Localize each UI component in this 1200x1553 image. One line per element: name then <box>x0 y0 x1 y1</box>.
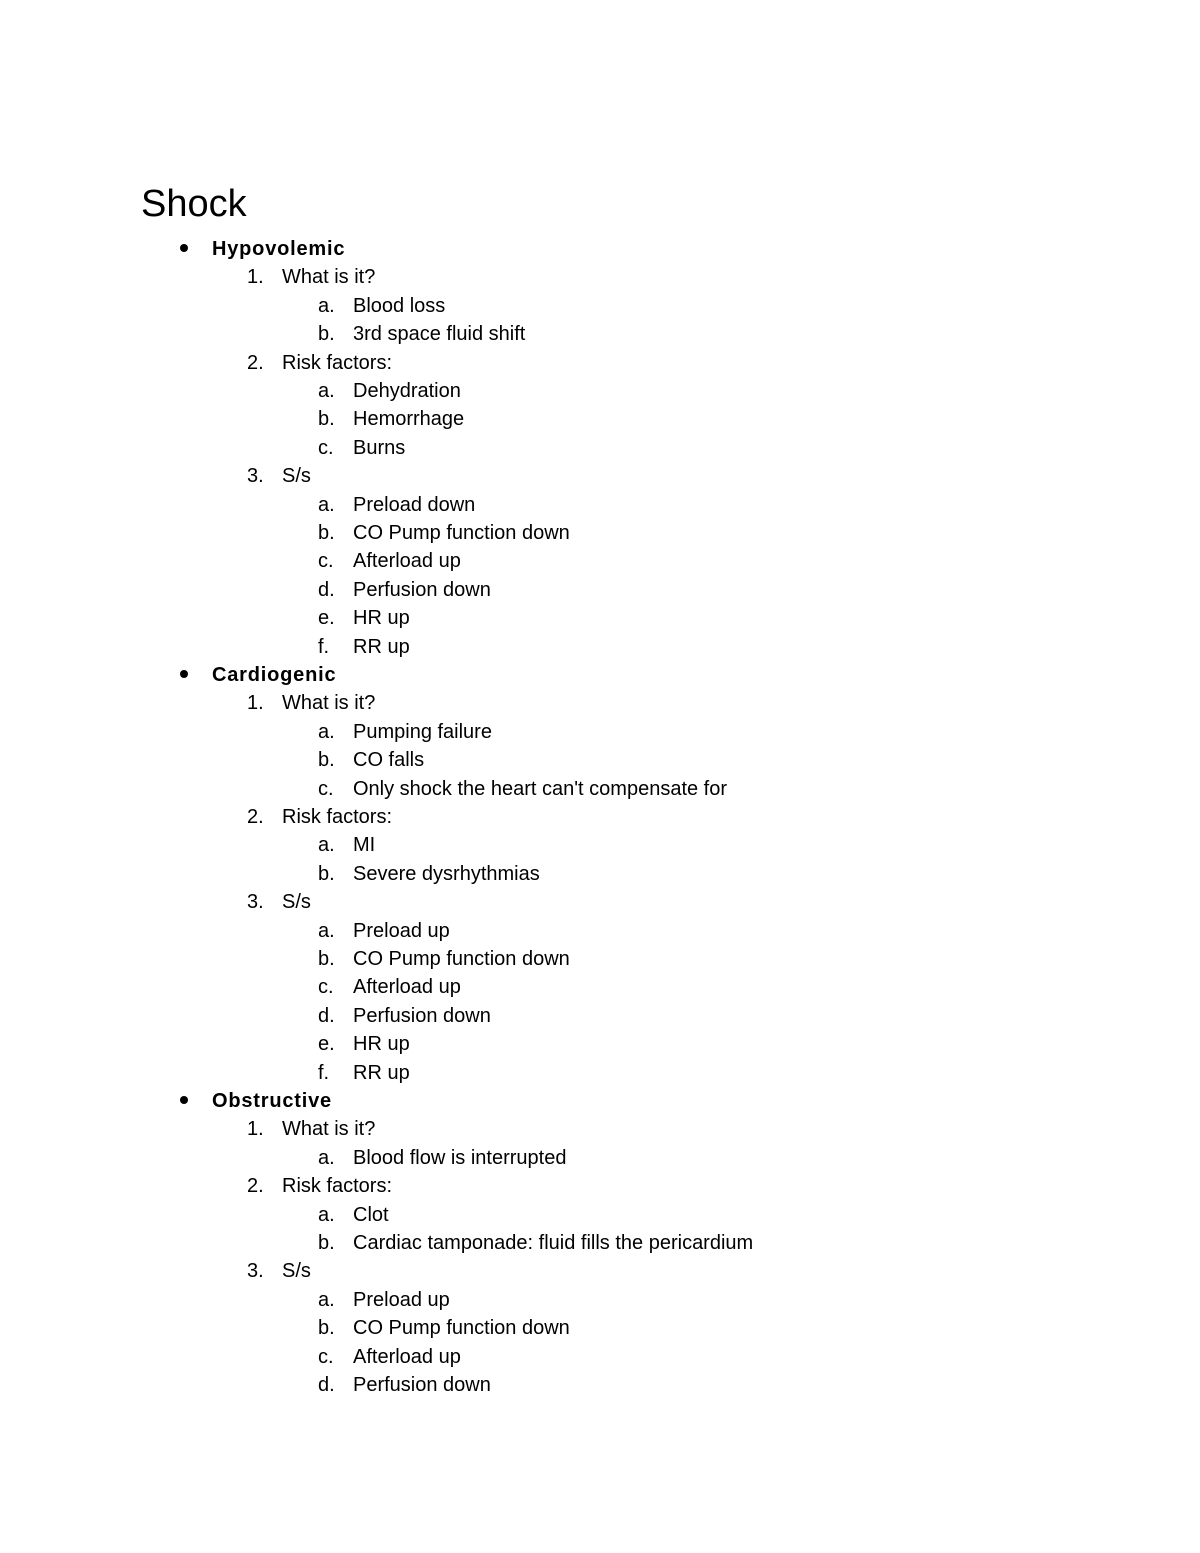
subitem-letter: b. <box>318 862 335 885</box>
item-text: Risk factors: <box>282 806 393 828</box>
item-number: 1. <box>247 1118 264 1141</box>
numbered-item <box>247 1172 392 1200</box>
item-number: 3. <box>247 891 264 914</box>
subitem-text: Blood flow is interrupted <box>353 1146 567 1169</box>
bullet-icon <box>180 670 188 678</box>
lettered-subitem <box>318 405 464 433</box>
lettered-subitem <box>318 1002 491 1030</box>
lettered-subitem <box>318 1343 461 1371</box>
section-heading-text: Hypovolemic <box>212 238 346 260</box>
lettered-subitem <box>318 434 405 462</box>
item-text: S/s <box>282 1260 311 1283</box>
subitem-text: Only shock the heart can't compensate for <box>353 777 728 800</box>
numbered-item <box>247 888 311 916</box>
lettered-subitem <box>318 746 424 774</box>
subitem-letter: a. <box>318 1146 335 1169</box>
subitem-letter: e. <box>318 1033 335 1056</box>
subitem-letter: b. <box>318 948 335 970</box>
subitem-text: Perfusion down <box>353 1004 491 1027</box>
subitem-text: MI <box>353 834 376 857</box>
item-text: S/s <box>282 465 311 488</box>
numbered-item <box>247 1115 375 1143</box>
section-heading <box>178 1087 332 1115</box>
subitem-letter: b. <box>318 522 335 544</box>
lettered-subitem <box>318 917 450 945</box>
subitem-text: RR up <box>353 635 410 658</box>
page-title: Shock <box>141 183 247 225</box>
lettered-subitem <box>318 519 570 547</box>
subitem-letter: a. <box>318 1203 335 1226</box>
lettered-subitem <box>318 718 492 746</box>
item-number: 2. <box>247 351 264 374</box>
lettered-subitem <box>318 604 410 632</box>
subitem-text: CO Pump function down <box>353 1317 570 1340</box>
subitem-letter: d. <box>318 1004 335 1027</box>
item-number: 1. <box>247 692 264 715</box>
subitem-text: Preload up <box>353 1288 450 1311</box>
subitem-letter: b. <box>318 1232 335 1254</box>
subitem-text: Clot <box>353 1203 389 1226</box>
lettered-subitem <box>318 1059 410 1087</box>
subitem-letter: f. <box>318 635 330 658</box>
subitem-letter: b. <box>318 749 335 772</box>
bullet-icon <box>180 244 188 252</box>
subitem-letter: b. <box>318 408 335 431</box>
subitem-letter: a. <box>318 919 335 942</box>
subitem-text: Burns <box>353 436 406 459</box>
subitem-letter: c. <box>318 550 334 573</box>
subitem-text: Afterload up <box>353 550 461 573</box>
subitem-text: Afterload up <box>353 1345 461 1368</box>
subitem-text: HR up <box>353 607 410 630</box>
section-heading <box>178 235 345 263</box>
section-heading-text: Cardiogenic <box>212 664 337 686</box>
numbered-item <box>247 689 375 717</box>
numbered-item <box>247 1257 311 1285</box>
subitem-text: Hemorrhage <box>353 408 465 431</box>
item-text: What is it? <box>282 1118 376 1141</box>
subitem-text: RR up <box>353 1061 410 1084</box>
bullet-icon <box>180 1096 188 1104</box>
item-number: 3. <box>247 465 264 488</box>
subitem-text: CO falls <box>353 749 425 772</box>
subitem-text: CO Pump function down <box>353 522 570 544</box>
lettered-subitem <box>318 491 475 519</box>
item-text: What is it? <box>282 266 376 289</box>
item-number: 3. <box>247 1260 264 1283</box>
item-number: 1. <box>247 266 264 289</box>
subitem-letter: a. <box>318 493 335 516</box>
lettered-subitem <box>318 831 375 859</box>
subitem-text: Blood loss <box>353 294 446 317</box>
subitem-text: Perfusion down <box>353 578 491 601</box>
bullet-marker <box>178 235 212 263</box>
subitem-letter: d. <box>318 1374 335 1396</box>
item-text: Risk factors: <box>282 1175 393 1198</box>
section-heading-text: Obstructive <box>212 1090 332 1112</box>
subitem-text: Cardiac tamponade: fluid fills the pericardium <box>353 1232 754 1254</box>
lettered-subitem <box>318 633 410 661</box>
subitem-text: 3rd space fluid shift <box>353 323 526 346</box>
subitem-text: Perfusion down <box>353 1374 491 1396</box>
lettered-subitem <box>318 1144 566 1172</box>
bullet-marker <box>178 661 212 689</box>
subitem-letter: e. <box>318 607 335 630</box>
subitem-letter: b. <box>318 323 335 346</box>
lettered-subitem <box>318 775 727 803</box>
item-text: What is it? <box>282 692 376 715</box>
subitem-letter: c. <box>318 1345 334 1368</box>
subitem-text: HR up <box>353 1033 410 1056</box>
lettered-subitem <box>318 576 491 604</box>
subitem-text: CO Pump function down <box>353 948 570 970</box>
lettered-subitem <box>318 973 461 1001</box>
item-number: 2. <box>247 806 264 828</box>
lettered-subitem <box>318 945 570 973</box>
subitem-letter: c. <box>318 777 334 800</box>
lettered-subitem <box>318 320 525 348</box>
lettered-subitem <box>318 1371 491 1399</box>
subitem-text: Dehydration <box>353 380 461 402</box>
subitem-letter: a. <box>318 380 335 402</box>
lettered-subitem <box>318 1201 389 1229</box>
section-heading <box>178 661 336 689</box>
subitem-text: Afterload up <box>353 976 461 999</box>
subitem-text: Severe dysrhythmias <box>353 862 540 885</box>
lettered-subitem <box>318 860 540 888</box>
lettered-subitem <box>318 1286 450 1314</box>
subitem-text: Preload down <box>353 493 476 516</box>
subitem-letter: a. <box>318 1288 335 1311</box>
subitem-letter: b. <box>318 1317 335 1340</box>
item-text: S/s <box>282 891 311 914</box>
subitem-text: Pumping failure <box>353 720 492 743</box>
item-number: 2. <box>247 1175 264 1198</box>
numbered-item <box>247 462 311 490</box>
numbered-item <box>247 263 375 291</box>
subitem-letter: a. <box>318 834 335 857</box>
lettered-subitem <box>318 1314 570 1342</box>
subitem-letter: c. <box>318 976 334 999</box>
subitem-letter: d. <box>318 578 335 601</box>
subitem-letter: a. <box>318 720 335 743</box>
subitem-letter: c. <box>318 436 334 459</box>
lettered-subitem <box>318 547 461 575</box>
lettered-subitem <box>318 1229 753 1257</box>
lettered-subitem <box>318 1030 410 1058</box>
lettered-subitem <box>318 377 461 405</box>
subitem-letter: a. <box>318 294 335 317</box>
item-text: Risk factors: <box>282 351 393 374</box>
numbered-item <box>247 803 392 831</box>
lettered-subitem <box>318 292 445 320</box>
numbered-item <box>247 349 392 377</box>
bullet-marker <box>178 1087 212 1115</box>
subitem-text: Preload up <box>353 919 450 942</box>
subitem-letter: f. <box>318 1061 330 1084</box>
